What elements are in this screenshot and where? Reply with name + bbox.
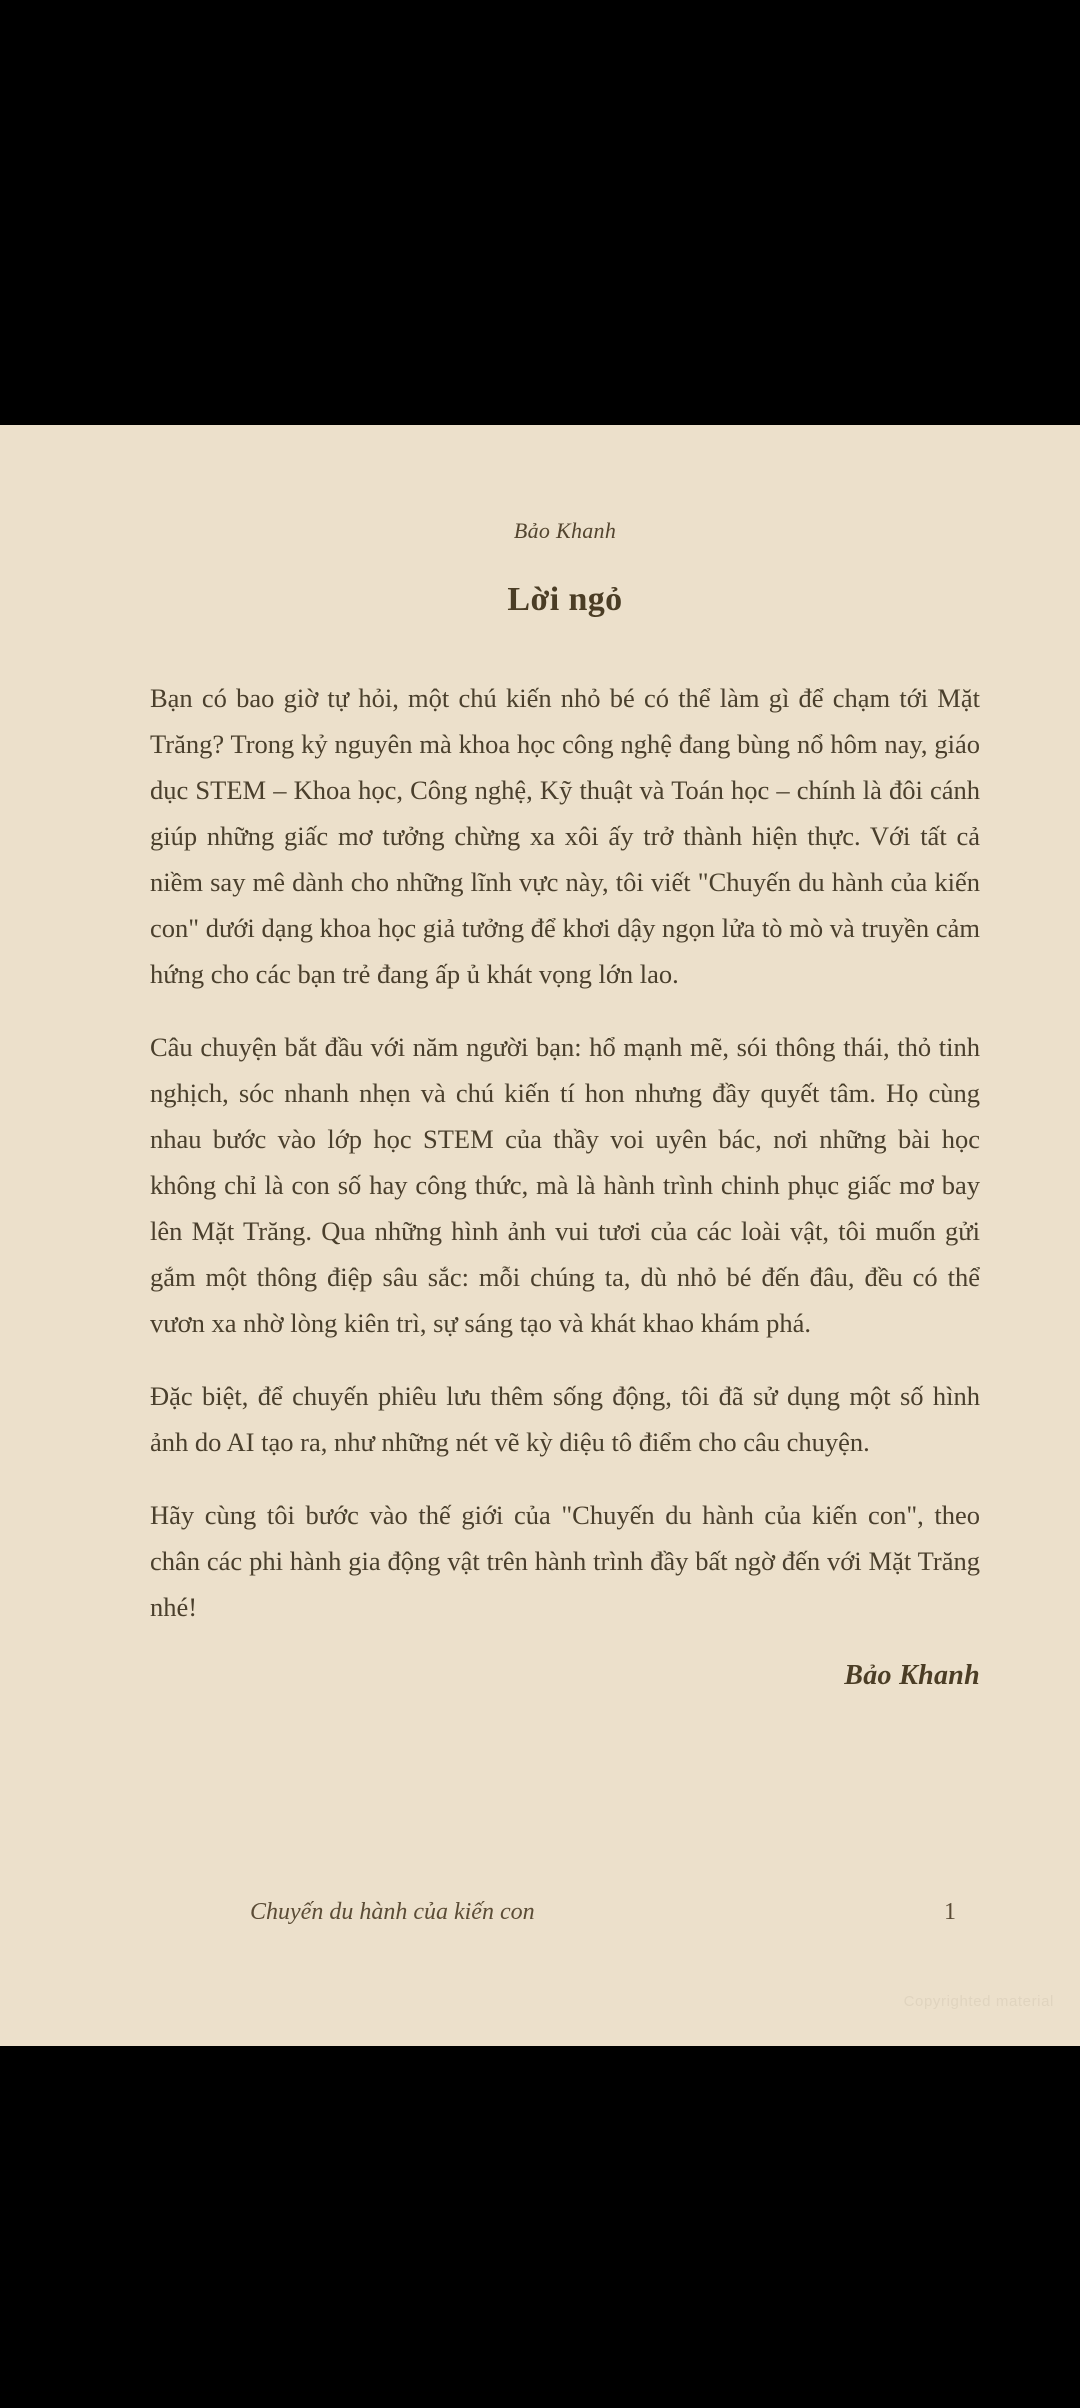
paragraph: Câu chuyện bắt đầu với năm người bạn: hổ mạnh mẽ, sói thông thái, thỏ tinh nghịch, sóc nhanh nhẹn và chú kiến tí hon nhưng đầy quyết tâm. Họ cùng nhau bước vào lớp học STEM của thầy voi uyên bác, nơi những bài học không chỉ là con số hay công thức, mà là hành trình chinh phục giấc mơ bay lên Mặt Trăng. Qua những hình ảnh vui tươi của các loài vật, tôi muốn gửi gắm một thông điệp sâu sắc: mỗi chúng ta, dù nhỏ bé đến đâu, đều có thể vươn xa nhờ lòng kiên trì, sự sáng tạo và khát khao khám phá. [150,1032,980,1338]
letterbox-bottom-bar [0,2046,1080,2408]
footer-page-number: 1 [944,1899,956,1925]
page-content-column [150,425,980,2046]
footer-book-title: Chuyến du hành của kiến con [250,1899,535,1925]
page-footer [150,1899,980,1926]
chapter-title: Lời ngỏ [507,581,623,618]
book-page [0,425,1080,2046]
body-text [150,675,980,1630]
letterbox-top-bar [0,0,1080,425]
paragraph: Đặc biệt, để chuyến phiêu lưu thêm sống động, tôi đã sử dụng một số hình ảnh do AI tạo ra, như những nét vẽ kỳ diệu tô điểm cho câu chuyện. [150,1381,980,1457]
author-signature: Bảo Khanh [844,1660,980,1691]
running-head-author: Bảo Khanh [513,518,617,543]
paragraph: Bạn có bao giờ tự hỏi, một chú kiến nhỏ bé có thể làm gì để chạm tới Mặt Trăng? Trong kỷ nguyên mà khoa học công nghệ đang bùng nổ hôm nay, giáo dục STEM – Khoa học, Công nghệ, Kỹ thuật và Toán học – chính là đôi cánh giúp những giấc mơ tưởng chừng xa xôi ấy trở thành hiện thực. Với tất cả niềm say mê dành cho những lĩnh vực này, tôi viết "Chuyến du hành của kiến con" dưới dạng khoa học giả tưởng để khơi dậy ngọn lửa tò mò và truyền cảm hứng cho các bạn trẻ đang ấp ủ khát vọng lớn lao. [150,683,980,989]
paragraph: Hãy cùng tôi bước vào thế giới của "Chuyến du hành của kiến con", theo chân các phi hành gia động vật trên hành trình đầy bất ngờ đến với Mặt Trăng nhé! [150,1500,980,1622]
copyright-watermark: Copyrighted material [903,1993,1054,2010]
